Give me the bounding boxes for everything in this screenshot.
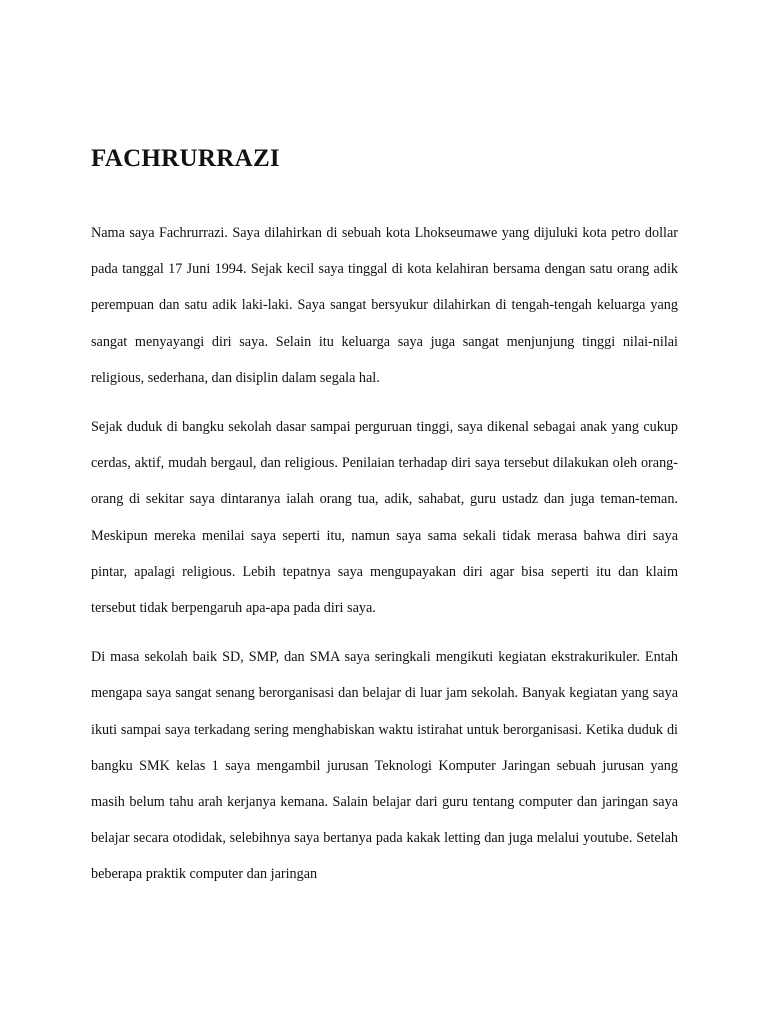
- document-body: [91, 138, 678, 893]
- document-title: FACHRURRAZI: [91, 145, 280, 172]
- paragraph-intro: Nama saya Fachrurrazi. Saya dilahirkan di sebuah kota Lhokseumawe yang dijuluki kota petro dollar pada tanggal 17 Juni 1994. Sejak kecil saya tinggal di kota kelahiran bersama dengan satu orang adik perempuan dan satu adik laki-laki. Saya sangat bersyukur dilahirkan di tengah-tengah keluarga yang sangat menyayangi diri saya. Selain itu keluarga saya juga sangat menjunjung tinggi nilai-nilai religious, sederhana, dan disiplin dalam segala hal.: [91, 225, 678, 386]
- paragraph-extracurricular: Di masa sekolah baik SD, SMP, dan SMA saya seringkali mengikuti kegiatan ekstrakurikuler. Entah mengapa saya sangat senang berorganisasi dan belajar di luar jam sekolah. Banyak kegiatan yang saya ikuti sampai saya terkadang sering menghabiskan waktu istirahat untuk berorganisasi. Ketika duduk di bangku SMK kelas 1 saya mengambil jurusan Teknologi Komputer Jaringan sebuah jurusan yang masih belum tahu arah kerjanya kemana. Salain belajar dari guru tentang computer dan jaringan saya belajar secara otodidak, selebihnya saya bertanya pada kakak letting dan juga melalui youtube. Setelah beberapa praktik computer dan jaringan: [91, 649, 678, 883]
- paragraph-school-reputation: Sejak duduk di bangku sekolah dasar sampai perguruan tinggi, saya dikenal sebagai anak yang cukup cerdas, aktif, mudah bergaul, dan religious. Penilaian terhadap diri saya tersebut dilakukan oleh orang-orang di sekitar saya dintaranya ialah orang tua, adik, sahabat, guru ustadz dan juga teman-teman. Meskipun mereka menilai saya seperti itu, namun saya sama sekali tidak merasa bahwa diri saya pintar, apalagi religious. Lebih tepatnya saya mengupayakan diri agar bisa seperti itu dan klaim tersebut tidak berpengaruh apa-apa pada diri saya.: [91, 419, 678, 617]
